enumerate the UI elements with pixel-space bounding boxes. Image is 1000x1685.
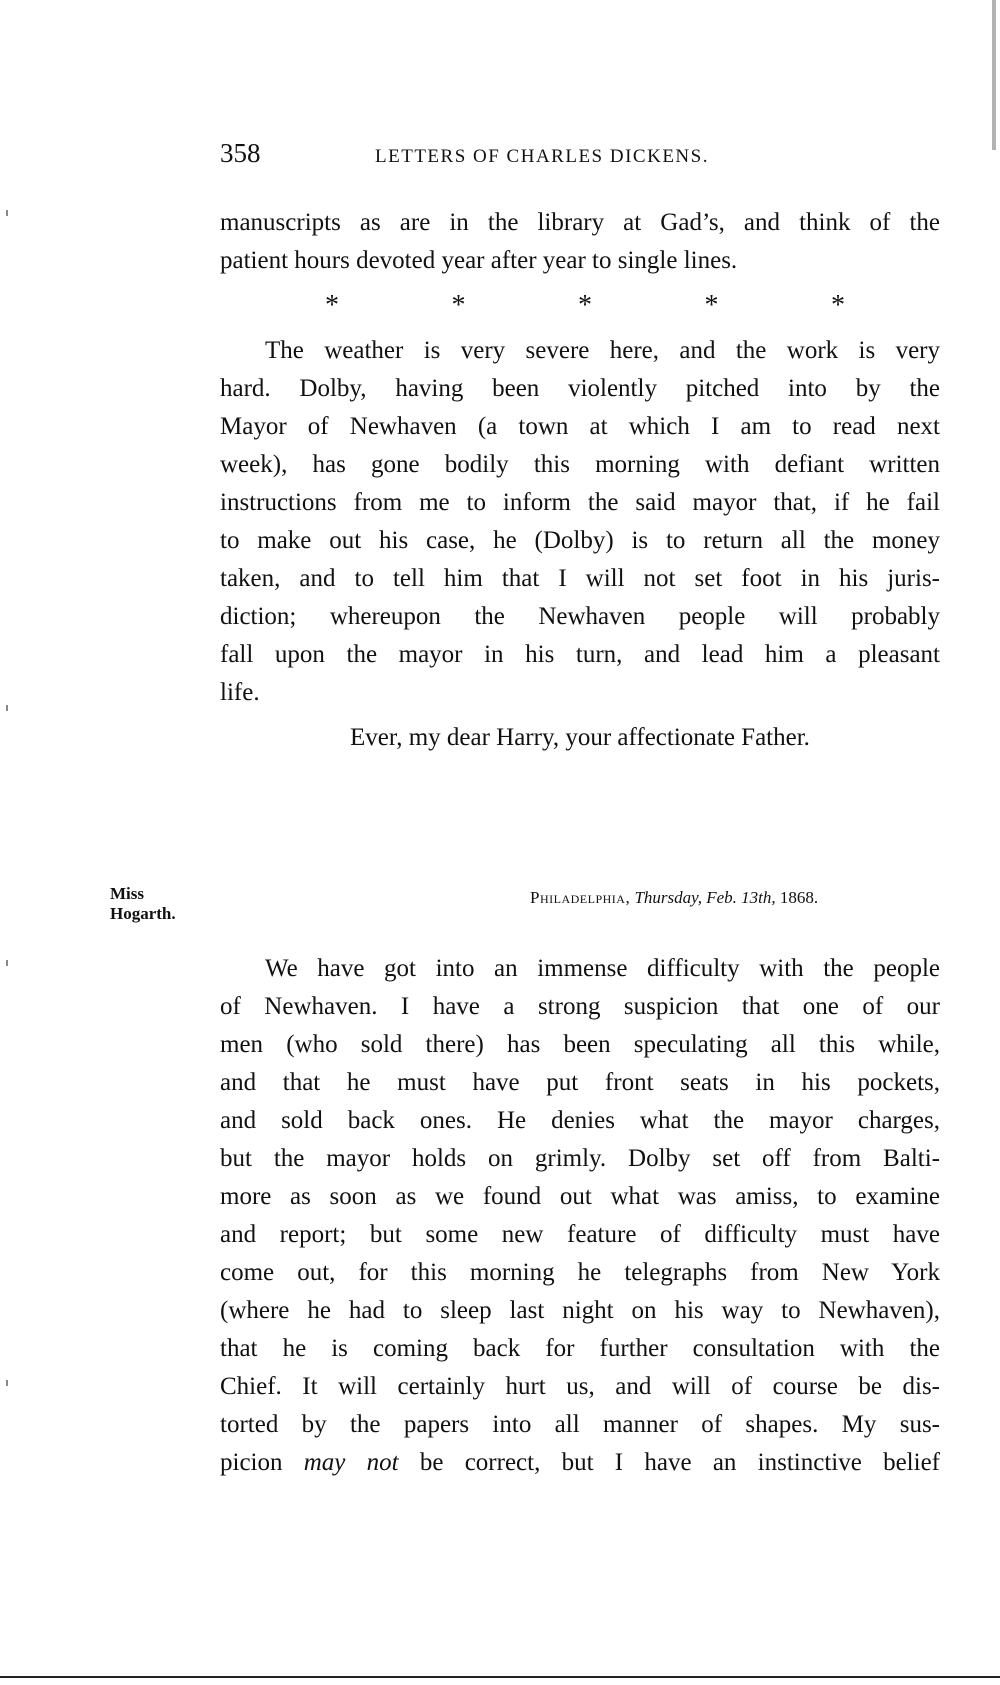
text-line: and sold back ones. He denies what the mayor charges,	[220, 1107, 940, 1134]
text-line: Mayor of Newhaven (a town at which I am to read next	[220, 413, 940, 440]
margin-note-recipient	[110, 884, 176, 924]
dateline-day: Thursday,	[634, 888, 702, 907]
text-line: (where he had to sleep last night on his way to Newhaven),	[220, 1297, 940, 1324]
page-bottom-edge	[0, 1676, 1000, 1678]
text-line: The weather is very severe here, and the work is very	[265, 337, 940, 364]
scan-mark	[6, 705, 8, 711]
text-line: We have got into an immense difficulty with the people	[265, 955, 940, 982]
text-span: be correct, but I have an instinctive belief	[398, 1449, 940, 1476]
star: *	[578, 290, 592, 321]
margin-note-line: Miss	[110, 884, 144, 903]
page-header	[220, 138, 940, 178]
emphasis-text: may not	[303, 1449, 399, 1476]
text-line: life.	[220, 679, 260, 706]
page-number: 358	[220, 138, 261, 168]
text-line: to make out his case, he (Dolby) is to return all the money	[220, 527, 940, 554]
text-line	[220, 1444, 940, 1482]
running-title: LETTERS OF CHARLES DICKENS.	[375, 146, 709, 167]
text-line: torted by the papers into all manner of shapes. My sus-	[220, 1411, 940, 1438]
star: *	[831, 290, 845, 321]
text-line: hard. Dolby, having been violently pitched into by the	[220, 375, 940, 402]
text-line: come out, for this morning he telegraphs from New York	[220, 1259, 940, 1286]
text-line: diction; whereupon the Newhaven people will probably	[220, 603, 940, 630]
text-line: week), has gone bodily this morning with defiant written	[220, 451, 940, 478]
dateline-place: Philadelphia,	[530, 888, 631, 907]
text-line: of Newhaven. I have a strong suspicion that one of our	[220, 993, 940, 1020]
text-line: taken, and to tell him that I will not set foot in his juris-	[220, 565, 940, 592]
dateline-year: 1868.	[779, 888, 819, 907]
scan-mark	[6, 210, 8, 216]
star: *	[451, 290, 466, 321]
star: *	[325, 290, 339, 321]
section-break-stars	[325, 290, 845, 322]
scan-mark	[6, 960, 8, 966]
scan-mark	[6, 1380, 8, 1386]
text-line: patient hours devoted year after year to single lines.	[220, 247, 738, 274]
star: *	[704, 290, 719, 321]
text-line: and report; but some new feature of difficulty must have	[220, 1221, 940, 1248]
dateline-date: Feb. 13th,	[706, 888, 776, 907]
text-line: men (who sold there) has been speculating all this while,	[220, 1031, 940, 1058]
page-edge-shadow	[992, 0, 996, 150]
letter-dateline	[530, 888, 818, 908]
letter-closing: Ever, my dear Harry, your affectionate Father.	[350, 724, 810, 751]
text-line: instructions from me to inform the said mayor that, if he fail	[220, 489, 940, 516]
text-span: picion	[220, 1449, 304, 1476]
text-line: manuscripts as are in the library at Gad’s, and think of the	[220, 209, 940, 236]
margin-note-line: Hogarth.	[110, 904, 176, 923]
text-line: more as soon as we found out what was amiss, to examine	[220, 1183, 940, 1210]
text-line: Chief. It will certainly hurt us, and will of course be dis-	[220, 1373, 940, 1400]
text-line: fall upon the mayor in his turn, and lead him a pleasant	[220, 641, 940, 668]
text-line: and that he must have put front seats in his pockets,	[220, 1069, 940, 1096]
text-line: but the mayor holds on grimly. Dolby set off from Balti-	[220, 1145, 940, 1172]
text-line: that he is coming back for further consultation with the	[220, 1335, 940, 1362]
